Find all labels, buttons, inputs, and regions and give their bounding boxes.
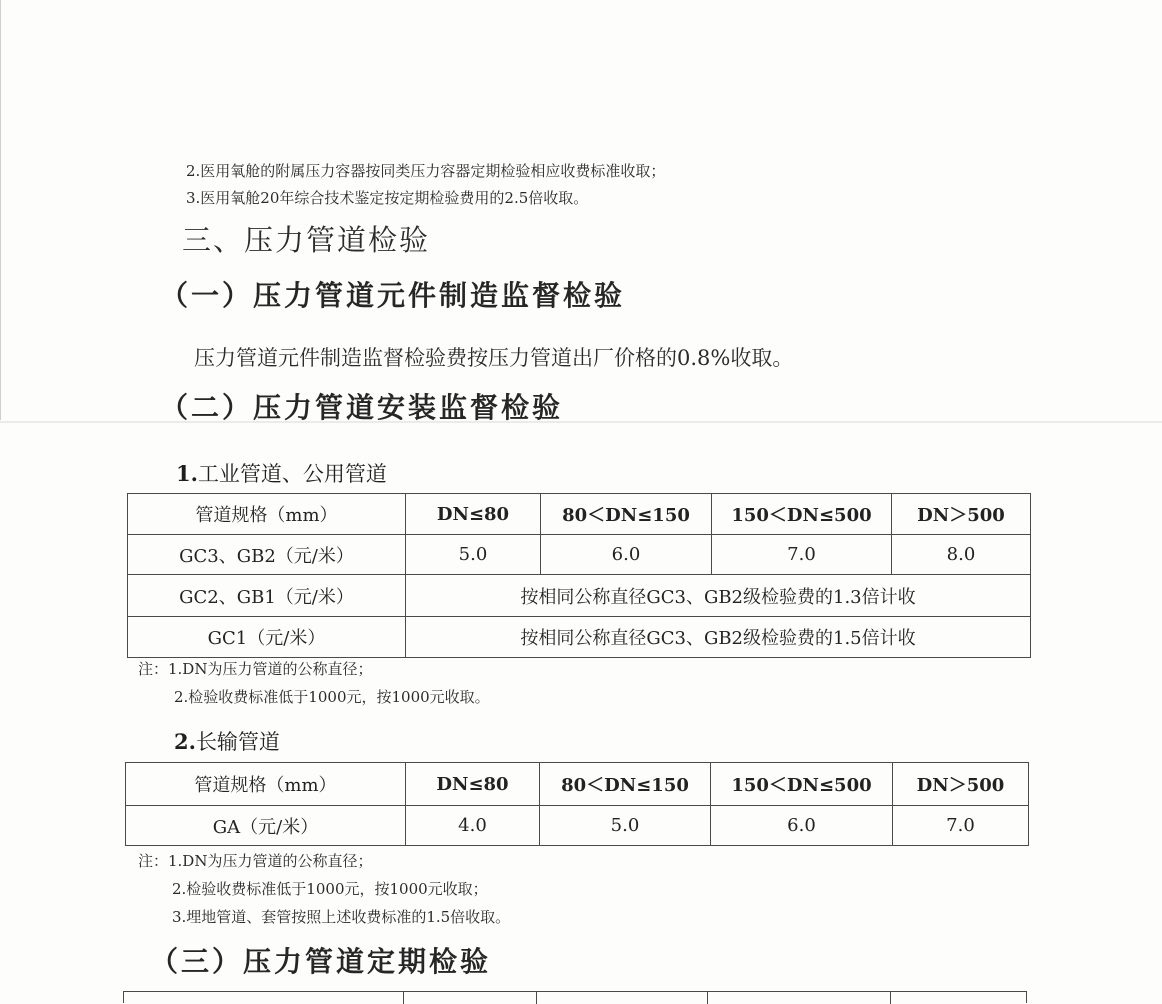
table-row	[128, 617, 1031, 658]
table-row	[128, 575, 1031, 617]
table-cell: 6.0	[541, 535, 712, 575]
fee-table-longdistance	[125, 762, 1029, 846]
table-header-cell: 管道规格（mm）	[128, 494, 406, 535]
part-heading-text: 长输管道	[195, 730, 280, 754]
table-cell: GA（元/米）	[126, 806, 406, 846]
table-header-cell: DN≤80	[406, 763, 540, 806]
note-line: 2.医用氧舱的附属压力容器按同类压力容器定期检验相应收费标准收取；	[186, 162, 666, 180]
table-cell-merged: 按相同公称直径GC3、GB2级检验费的1.3倍计收	[406, 575, 1031, 617]
subsection-title: （二）压力管道安装监督检验	[160, 391, 564, 424]
table-cell: 7.0	[712, 535, 892, 575]
table-header-cell: 150＜DN≤500	[711, 763, 893, 806]
table-cell: 8.0	[892, 535, 1031, 575]
table-divider	[890, 992, 891, 1004]
table-cell: GC2、GB1（元/米）	[128, 575, 406, 617]
table-cell: 6.0	[711, 806, 893, 846]
table-divider	[707, 992, 708, 1004]
table-header-cell: 管道规格（mm）	[126, 763, 406, 806]
subsection-title: （一）压力管道元件制造监督检验	[160, 279, 626, 312]
part-heading-text: 工业管道、公用管道	[197, 462, 387, 486]
table-row	[126, 806, 1029, 846]
table-cell: 5.0	[406, 535, 541, 575]
cut-off-table	[123, 991, 1027, 1003]
fee-table-industrial	[127, 493, 1031, 658]
table-cell: 4.0	[406, 806, 540, 846]
table-header-cell: DN＞500	[893, 763, 1029, 806]
section-title: 三、压力管道检验	[182, 223, 431, 257]
table-header-cell: DN≤80	[406, 494, 541, 535]
table-cell: GC1（元/米）	[128, 617, 406, 658]
table-row	[128, 535, 1031, 575]
table-header-cell: 150＜DN≤500	[712, 494, 892, 535]
part-heading-number: 1.	[176, 461, 198, 486]
note-line: 注：1.DN为压力管道的公称直径；	[138, 660, 373, 678]
table-header-cell: 80＜DN≤150	[541, 494, 712, 535]
note-line: 3.埋地管道、套管按照上述收费标准的1.5倍收取。	[172, 908, 511, 926]
body-paragraph: 压力管道元件制造监督检验费按压力管道出厂价格的0.8%收取。	[194, 346, 794, 370]
table-cell: 7.0	[893, 806, 1029, 846]
table-header-cell: DN＞500	[892, 494, 1031, 535]
note-line: 3.医用氧舱20年综合技术鉴定按定期检验费用的2.5倍收取。	[186, 189, 589, 207]
subsection-title: （三）压力管道定期检验	[150, 945, 492, 978]
table-divider	[536, 992, 537, 1004]
part-heading-number: 2.	[174, 729, 196, 754]
table-cell-merged: 按相同公称直径GC3、GB2级检验费的1.5倍计收	[406, 617, 1031, 658]
note-line: 注：1.DN为压力管道的公称直径；	[138, 852, 373, 870]
scan-edge-line	[0, 0, 1, 420]
table-divider	[403, 992, 404, 1004]
part-heading	[174, 726, 280, 756]
note-line: 2.检验收费标准低于1000元，按1000元收取；	[172, 880, 488, 898]
table-cell: GC3、GB2（元/米）	[128, 535, 406, 575]
table-header-cell: 80＜DN≤150	[540, 763, 711, 806]
note-line: 2.检验收费标准低于1000元，按1000元收取。	[174, 688, 490, 706]
table-cell: 5.0	[540, 806, 711, 846]
part-heading	[176, 458, 387, 488]
